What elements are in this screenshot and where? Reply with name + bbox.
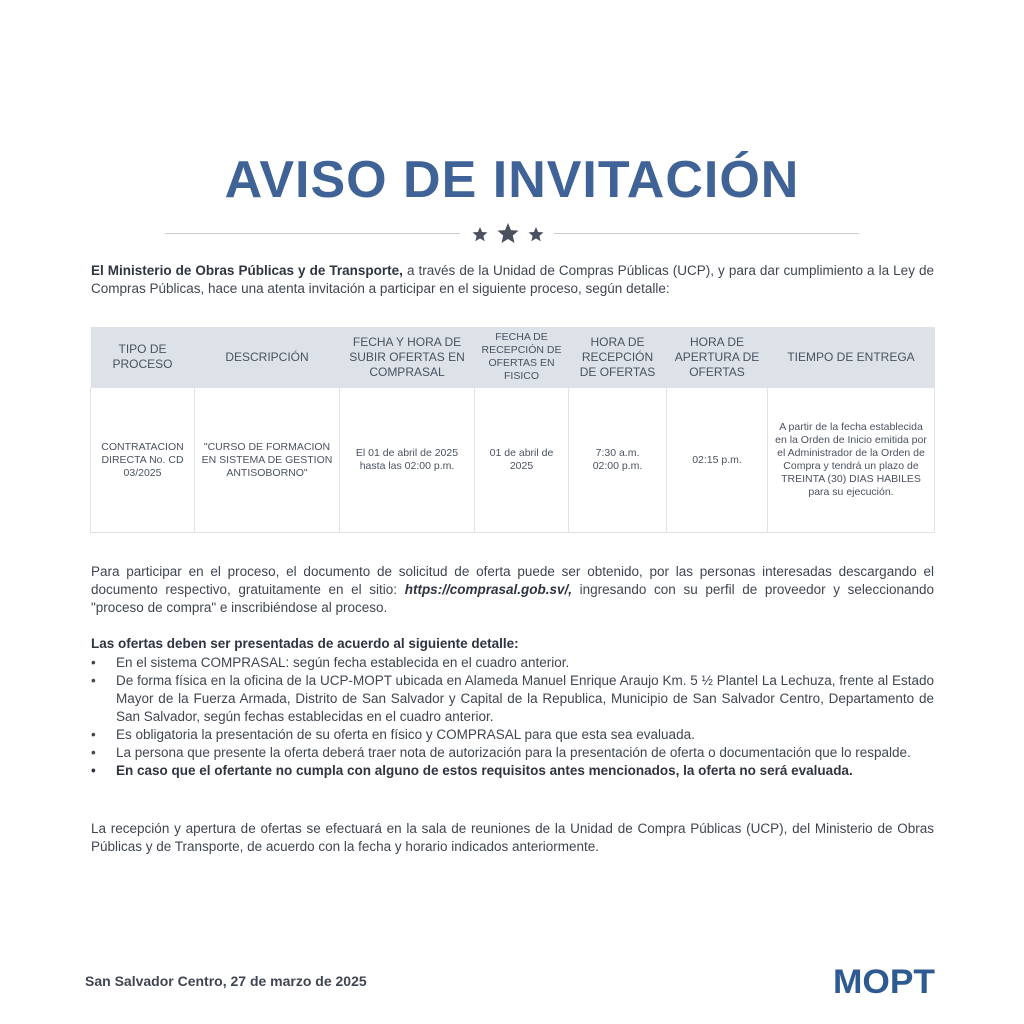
intro-text: a través de la Unidad de Compras Públicas (UCP), y para dar cumplimiento a la Ley de Compras Públicas, hace una atenta invitación a participar en el siguiente proceso, según detalle: <box>91 263 935 296</box>
participation-paragraph <box>91 563 934 617</box>
cell-fecha-subir-ofertas: El 01 de abril de 2025 hasta las 02:00 p.m. <box>340 388 475 533</box>
list-item-text: En el sistema COMPRASAL: según fecha establecida en el cuadro anterior. <box>116 655 570 670</box>
participation-text-end: ingresando con su perfil de proveedor y seleccionando "proceso de compra" e inscribiéndose al proceso. <box>91 582 934 615</box>
header-hora-apertura: HORA DE APERTURA DE OFERTAS <box>667 327 768 388</box>
comprasal-link[interactable]: https://comprasal.gob.sv/, <box>404 582 572 597</box>
header-descripcion: DESCRIPCIÓN <box>195 327 340 388</box>
footer-date: San Salvador Centro, 27 de marzo de 2025 <box>85 973 367 989</box>
closing-paragraph: La recepción y apertura de ofertas se efectuará en la sala de reuniones de la Unidad de Compra Públicas (UCP), del Ministerio de Obras Públicas y de Transporte, de acuerdo con la fecha y horario indicados anteriormente. <box>91 821 934 854</box>
bullet: • <box>91 673 96 688</box>
offers-heading: Las ofertas deben ser presentadas de acuerdo al siguiente detalle: <box>91 636 519 651</box>
list-item <box>91 744 934 762</box>
header-tipo-proceso: TIPO DE PROCESO <box>91 327 195 388</box>
offers-list <box>91 654 934 780</box>
bullet: • <box>91 763 96 778</box>
header-fecha-recepcion-fisico: FECHA DE RECEPCIÓN DE OFERTAS EN FISICO <box>475 327 569 388</box>
cell-tipo-proceso: CONTRATACION DIRECTA No. CD 03/2025 <box>91 388 195 533</box>
table-header-row <box>91 327 935 388</box>
page-title: AVISO DE INVITACIÓN <box>224 151 800 209</box>
cell-tiempo-entrega: A partir de la fecha establecida en la Orden de Inicio emitida por el Administrador de la Orden de Compra y tendrá un plazo de TREINTA (30) DIAS HABILES para su ejecución. <box>768 388 935 533</box>
cell-hora-recepcion: 7:30 a.m. 02:00 p.m. <box>569 388 667 533</box>
list-item <box>91 654 934 672</box>
cell-hora-apertura: 02:15 p.m. <box>667 388 768 533</box>
star-icon <box>529 227 544 241</box>
list-item-text: La persona que presente la oferta deberá traer nota de autorización para la presentación de oferta o documentación que lo respalde. <box>116 745 911 760</box>
header-hora-recepcion: HORA DE RECEPCIÓN DE OFERTAS <box>569 327 667 388</box>
list-item <box>91 672 934 726</box>
list-item-warning <box>91 762 934 780</box>
bullet: • <box>91 745 96 760</box>
logo-text: MOPT <box>833 964 936 998</box>
list-item-text: En caso que el ofertante no cumpla con alguno de estos requisitos antes mencionados, la oferta no será evaluada. <box>116 763 853 778</box>
stars-ornament <box>465 222 555 246</box>
participation-text: Para participar en el proceso, el documento de solicitud de oferta puede ser obtenido, por las personas interesadas descargando el documento respectivo, gratuitamente en el sitio: <box>91 564 934 597</box>
list-item-text: De forma física en la oficina de la UCP-MOPT ubicada en Alameda Manuel Enrique Araujo Km. 5 ½ Plantel La Lechuza, frente al Estado Mayor de la Fuerza Armada, Distrito de San Salvador y Capital de la Republica, Municipio de San Salvador Centro, Departamento de San Salvador, según fechas establecidas en el cuadro anterior. <box>116 673 934 724</box>
star-icon <box>497 223 518 243</box>
mopt-logo <box>832 964 936 998</box>
process-table <box>90 327 935 533</box>
cell-fecha-recepcion-fisico: 01 de abril de 2025 <box>475 388 569 533</box>
bullet: • <box>91 655 96 670</box>
star-icon <box>473 227 488 241</box>
list-item <box>91 726 934 744</box>
header-fecha-subir-ofertas: FECHA Y HORA DE SUBIR OFERTAS EN COMPRASAL <box>340 327 475 388</box>
intro-paragraph <box>91 262 934 298</box>
header-tiempo-entrega: TIEMPO DE ENTREGA <box>768 327 935 388</box>
ministry-name: El Ministerio de Obras Públicas y de Transporte, <box>91 263 403 278</box>
divider-line-right <box>554 233 859 234</box>
cell-descripcion: "CURSO DE FORMACION EN SISTEMA DE GESTION ANTISOBORNO" <box>195 388 340 533</box>
bullet: • <box>91 727 96 742</box>
divider-line-left <box>165 233 460 234</box>
table-row <box>91 388 935 533</box>
list-item-text: Es obligatoria la presentación de su oferta en físico y COMPRASAL para que esta sea evaluada. <box>116 727 695 742</box>
title-divider <box>165 222 859 246</box>
